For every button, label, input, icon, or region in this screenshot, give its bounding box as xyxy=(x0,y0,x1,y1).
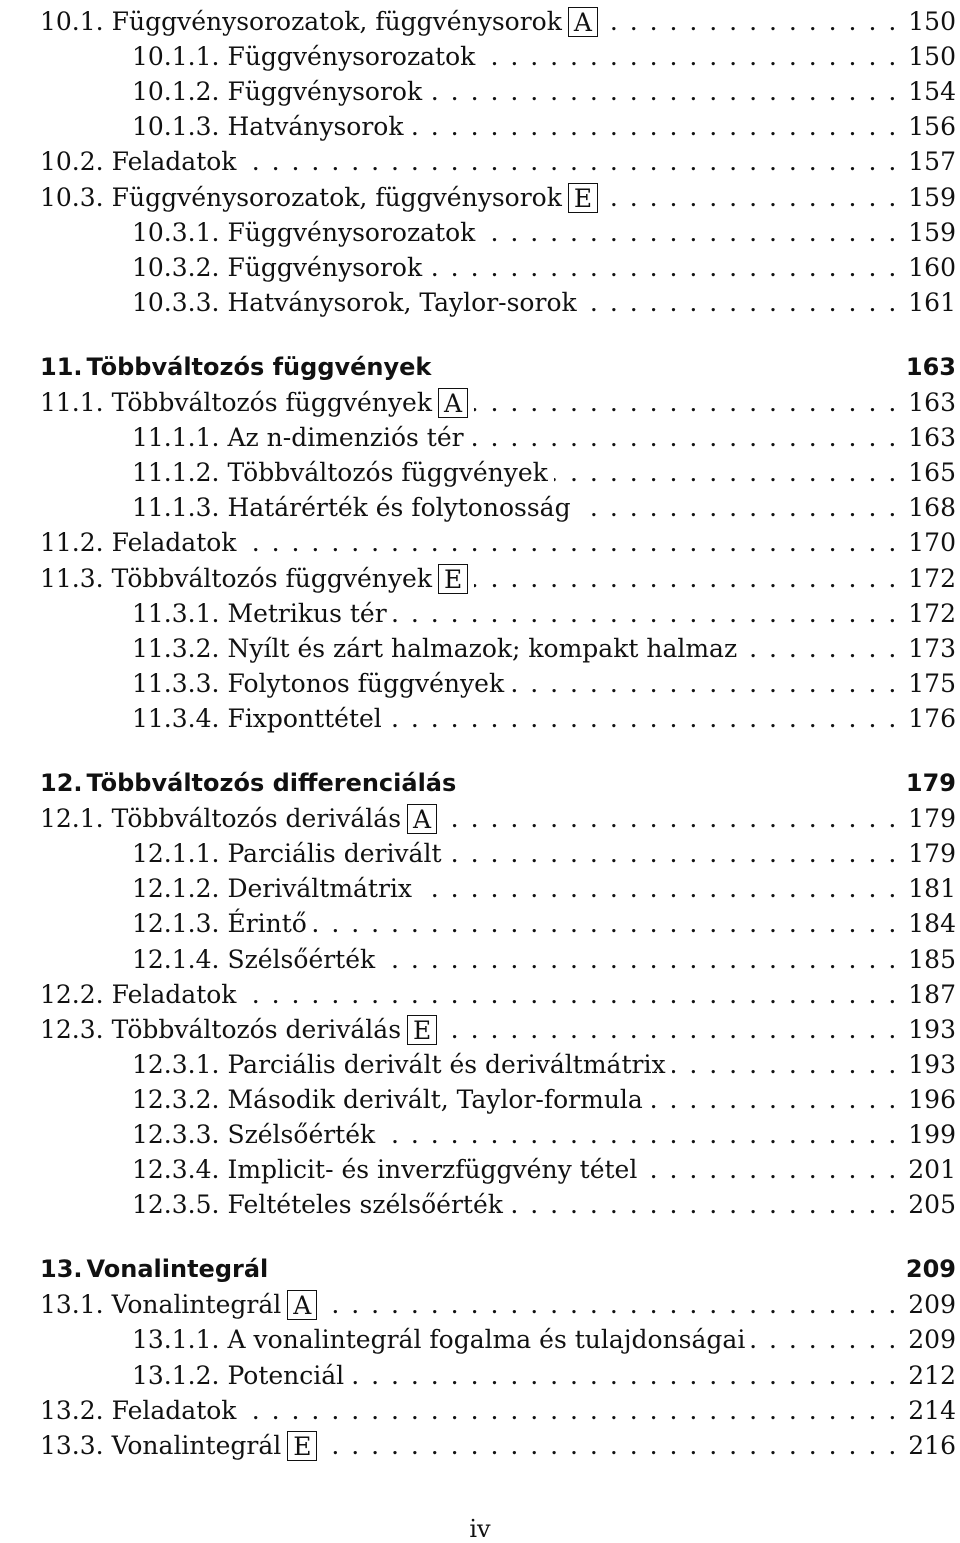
toc-page-number: 205 xyxy=(908,1190,956,1219)
toc-title: Potenciál xyxy=(227,1361,345,1390)
toc-section[interactable] xyxy=(40,385,956,420)
toc-title: Deriváltmátrix xyxy=(227,874,413,903)
toc-page-number: 209 xyxy=(905,1255,956,1283)
toc-title: Többváltozós függvények xyxy=(111,564,432,593)
toc-number: 11.1.2. xyxy=(132,458,220,487)
toc-subsection[interactable] xyxy=(40,285,956,320)
toc-title: Függvénysorozatok xyxy=(227,218,476,247)
toc-number: 12.3.3. xyxy=(132,1120,220,1149)
toc-section[interactable] xyxy=(40,1287,956,1322)
toc-number: 12.3.1. xyxy=(132,1050,220,1079)
toc-page-number: 176 xyxy=(908,704,956,733)
toc-page-number: 214 xyxy=(908,1396,956,1425)
toc-dot-leader xyxy=(388,701,898,736)
toc-dot-leader xyxy=(381,1117,898,1152)
toc-dot-leader xyxy=(428,250,898,285)
toc-dot-leader xyxy=(323,1287,898,1322)
toc-dot-leader xyxy=(474,561,898,596)
toc-dot-leader xyxy=(448,836,899,871)
toc-number: 10.3.1. xyxy=(132,218,220,247)
toc-dot-leader xyxy=(481,39,898,74)
toc-page-number: 193 xyxy=(908,1015,956,1044)
toc-title: Feladatok xyxy=(111,528,237,557)
toc-number: 12.1. xyxy=(40,804,104,833)
toc-level-badge: A xyxy=(568,7,598,37)
toc-level-badge: E xyxy=(407,1015,437,1045)
toc-number: 13.2. xyxy=(40,1396,104,1425)
toc-section[interactable] xyxy=(40,1012,956,1047)
toc-subsection[interactable] xyxy=(40,250,956,285)
toc-page-number: 193 xyxy=(908,1050,956,1079)
toc-dot-leader xyxy=(242,977,898,1012)
toc-dot-leader xyxy=(470,420,899,455)
toc-number: 10.1. xyxy=(40,7,104,36)
toc-title: Többváltozós függvények xyxy=(111,388,432,417)
toc-number: 10.1.1. xyxy=(132,42,220,71)
toc-dot-leader xyxy=(313,906,898,941)
toc-dot-leader xyxy=(242,525,898,560)
toc-title: Többváltozós deriválás xyxy=(111,1015,402,1044)
toc-title: Második derivált, Taylor-formula xyxy=(227,1085,643,1114)
toc-dot-leader xyxy=(604,4,898,39)
toc-title: Folytonos függvények xyxy=(227,669,505,698)
toc-subsection[interactable] xyxy=(40,1117,956,1152)
toc-title: A vonalintegrál fogalma és tulajdonságai xyxy=(227,1325,746,1354)
toc-subsection[interactable] xyxy=(40,1322,956,1357)
toc-page-number: 199 xyxy=(908,1120,956,1149)
toc-number: 13.3. xyxy=(40,1431,104,1460)
toc-subsection[interactable] xyxy=(40,906,956,941)
toc-page-number: 179 xyxy=(908,839,956,868)
toc-section[interactable] xyxy=(40,144,956,179)
toc-dot-leader xyxy=(242,144,898,179)
toc-page-number: 185 xyxy=(908,945,956,974)
toc-title: Fixponttétel xyxy=(227,704,382,733)
toc-title: Feltételes szélsőérték xyxy=(227,1190,503,1219)
toc-page-number: 163 xyxy=(908,388,956,417)
toc-dot-leader xyxy=(481,215,898,250)
toc-level-badge: E xyxy=(568,183,598,213)
toc-subsection[interactable] xyxy=(40,666,956,701)
toc-subsection[interactable] xyxy=(40,871,956,906)
toc-title: Hatványsorok, Taylor-sorok xyxy=(227,288,577,317)
toc-dot-leader xyxy=(554,455,898,490)
toc-dot-leader xyxy=(577,490,899,525)
toc-title: Szélsőérték xyxy=(227,945,376,974)
toc-title: Határérték és folytonosság xyxy=(227,493,571,522)
toc-page-number: 179 xyxy=(905,769,956,797)
toc-subsection[interactable] xyxy=(40,701,956,736)
toc-subsection[interactable] xyxy=(40,942,956,977)
toc-title: Vonalintegrál xyxy=(111,1290,282,1319)
toc-dot-leader xyxy=(743,631,898,666)
toc-section[interactable] xyxy=(40,1428,956,1463)
toc-number: 10.3. xyxy=(40,183,104,212)
toc-title: Függvénysorok xyxy=(227,253,423,282)
toc-subsection[interactable] xyxy=(40,1082,956,1117)
toc-subsection[interactable] xyxy=(40,74,956,109)
toc-dot-leader xyxy=(393,596,899,631)
toc-page-number: 154 xyxy=(908,77,956,106)
toc-number: 13. xyxy=(40,1255,83,1283)
toc-title: Többváltozós függvények xyxy=(86,353,432,381)
toc-number: 12.2. xyxy=(40,980,104,1009)
toc-number: 12.1.1. xyxy=(132,839,220,868)
toc-page-number: 201 xyxy=(908,1155,956,1184)
toc-subsection[interactable] xyxy=(40,39,956,74)
toc-page-number: 184 xyxy=(908,909,956,938)
toc-dot-leader xyxy=(583,285,899,320)
toc-dot-leader xyxy=(510,666,898,701)
toc-page-number: 172 xyxy=(908,564,956,593)
toc-title: Függvénysorozatok, függvénysorok xyxy=(111,183,562,212)
toc-dot-leader xyxy=(751,1322,898,1357)
toc-chapter[interactable] xyxy=(40,766,956,801)
toc-subsection[interactable] xyxy=(40,596,956,631)
toc-number: 12.3. xyxy=(40,1015,104,1044)
toc-section[interactable] xyxy=(40,180,956,215)
toc-title: Függvénysorozatok xyxy=(227,42,476,71)
toc-level-badge: A xyxy=(438,388,468,418)
toc-dot-leader xyxy=(443,1012,898,1047)
toc-number: 12.1.4. xyxy=(132,945,220,974)
toc-number: 13.1.1. xyxy=(132,1325,220,1354)
toc-page-number: 209 xyxy=(908,1290,956,1319)
toc-number: 11.3.2. xyxy=(132,634,220,663)
toc-title: Függvénysorozatok, függvénysorok xyxy=(111,7,562,36)
toc-subsection[interactable] xyxy=(40,109,956,144)
toc-level-badge: A xyxy=(287,1290,317,1320)
toc-title: Érintő xyxy=(227,909,307,938)
toc-page-number: 150 xyxy=(908,7,956,36)
toc-title: Többváltozós deriválás xyxy=(111,804,402,833)
toc-dot-leader xyxy=(428,74,898,109)
toc-section[interactable] xyxy=(40,801,956,836)
toc-dot-leader xyxy=(418,871,898,906)
toc-dot-leader xyxy=(381,942,898,977)
toc-title: Implicit- és inverzfüggvény tétel xyxy=(227,1155,638,1184)
toc-page-number: 173 xyxy=(908,634,956,663)
toc-section[interactable] xyxy=(40,1393,956,1428)
toc-number: 11.1. xyxy=(40,388,104,417)
toc-subsection[interactable] xyxy=(40,1187,956,1222)
toc-page-number: 179 xyxy=(908,804,956,833)
toc-dot-leader xyxy=(604,180,898,215)
toc-number: 10.3.2. xyxy=(132,253,220,282)
toc-page-number: 165 xyxy=(908,458,956,487)
toc-title: Feladatok xyxy=(111,147,237,176)
toc-page-number: 163 xyxy=(908,423,956,452)
toc-page-number: 150 xyxy=(908,42,956,71)
toc-number: 12.3.2. xyxy=(132,1085,220,1114)
toc-subsection[interactable] xyxy=(40,836,956,871)
toc-dot-leader xyxy=(643,1152,898,1187)
toc-dot-leader xyxy=(474,385,898,420)
toc-title: Feladatok xyxy=(111,1396,237,1425)
toc-dot-leader xyxy=(350,1358,898,1393)
toc-subsection[interactable] xyxy=(40,215,956,250)
toc-number: 11.3. xyxy=(40,564,104,593)
toc-title: Függvénysorok xyxy=(227,77,423,106)
toc-page-number: 216 xyxy=(908,1431,956,1460)
toc-number: 11.2. xyxy=(40,528,104,557)
toc-dot-leader xyxy=(323,1428,898,1463)
toc-subsection[interactable] xyxy=(40,490,956,525)
toc-section[interactable] xyxy=(40,561,956,596)
toc-page-number: 159 xyxy=(908,183,956,212)
toc-subsection[interactable] xyxy=(40,1358,956,1393)
toc-page-number: 170 xyxy=(908,528,956,557)
toc-page-number: 196 xyxy=(908,1085,956,1114)
toc-title: Szélsőérték xyxy=(227,1120,376,1149)
toc-number: 12. xyxy=(40,769,83,797)
toc-page-number: 163 xyxy=(905,353,956,381)
toc-title: Parciális derivált xyxy=(227,839,442,868)
toc-page-number: 159 xyxy=(908,218,956,247)
toc-title: Többváltozós differenciálás xyxy=(86,769,457,797)
toc-number: 12.1.2. xyxy=(132,874,220,903)
toc-dot-leader xyxy=(443,801,898,836)
toc-level-badge: A xyxy=(407,804,437,834)
toc-number: 10.3.3. xyxy=(132,288,220,317)
toc-subsection[interactable] xyxy=(40,455,956,490)
toc-title: Vonalintegrál xyxy=(86,1255,269,1283)
toc-page-number: 156 xyxy=(908,112,956,141)
toc-page-number: 157 xyxy=(908,147,956,176)
toc-number: 12.3.4. xyxy=(132,1155,220,1184)
toc-chapter[interactable] xyxy=(40,350,956,385)
toc-page-number: 181 xyxy=(908,874,956,903)
toc-section[interactable] xyxy=(40,4,956,39)
toc-title: Metrikus tér xyxy=(227,599,387,628)
toc-number: 10.2. xyxy=(40,147,104,176)
toc-title: Parciális derivált és deriváltmátrix xyxy=(227,1050,666,1079)
toc-number: 13.1. xyxy=(40,1290,104,1319)
toc-section[interactable] xyxy=(40,977,956,1012)
toc-number: 11. xyxy=(40,353,83,381)
toc-dot-leader xyxy=(509,1187,898,1222)
toc-dot-leader xyxy=(672,1047,899,1082)
toc-number: 10.1.2. xyxy=(132,77,220,106)
toc-title: Nyílt és zárt halmazok; kompakt halmaz xyxy=(227,634,738,663)
toc-page-number: 187 xyxy=(908,980,956,1009)
toc-title: Többváltozós függvények xyxy=(227,458,548,487)
toc-dot-leader xyxy=(649,1082,898,1117)
toc-title: Vonalintegrál xyxy=(111,1431,282,1460)
toc-subsection[interactable] xyxy=(40,1047,956,1082)
toc-subsection[interactable] xyxy=(40,631,956,666)
toc-title: Feladatok xyxy=(111,980,237,1009)
toc-number: 12.3.5. xyxy=(132,1190,220,1219)
toc-page-number: 212 xyxy=(908,1361,956,1390)
toc-title: Az n-dimenziós tér xyxy=(227,423,464,452)
toc-page-number: 172 xyxy=(908,599,956,628)
toc-number: 12.1.3. xyxy=(132,909,220,938)
toc-page-number: 209 xyxy=(908,1325,956,1354)
toc-number: 11.3.1. xyxy=(132,599,220,628)
toc-title: Hatványsorok xyxy=(227,112,404,141)
toc-section[interactable] xyxy=(40,525,956,560)
page-number: iv xyxy=(469,1515,491,1543)
toc-level-badge: E xyxy=(438,564,468,594)
toc-page-number: 168 xyxy=(908,493,956,522)
toc-page-number: 175 xyxy=(908,669,956,698)
toc-chapter[interactable] xyxy=(40,1252,956,1287)
toc-number: 11.1.1. xyxy=(132,423,220,452)
toc-page-number: 160 xyxy=(908,253,956,282)
toc-level-badge: E xyxy=(287,1431,317,1461)
toc-subsection[interactable] xyxy=(40,1152,956,1187)
toc-number: 11.3.4. xyxy=(132,704,220,733)
toc-number: 11.3.3. xyxy=(132,669,220,698)
toc-number: 10.1.3. xyxy=(132,112,220,141)
toc-subsection[interactable] xyxy=(40,420,956,455)
toc-dot-leader xyxy=(242,1393,898,1428)
toc-page-number: 161 xyxy=(908,288,956,317)
toc-number: 13.1.2. xyxy=(132,1361,220,1390)
toc-dot-leader xyxy=(410,109,899,144)
toc-number: 11.1.3. xyxy=(132,493,220,522)
